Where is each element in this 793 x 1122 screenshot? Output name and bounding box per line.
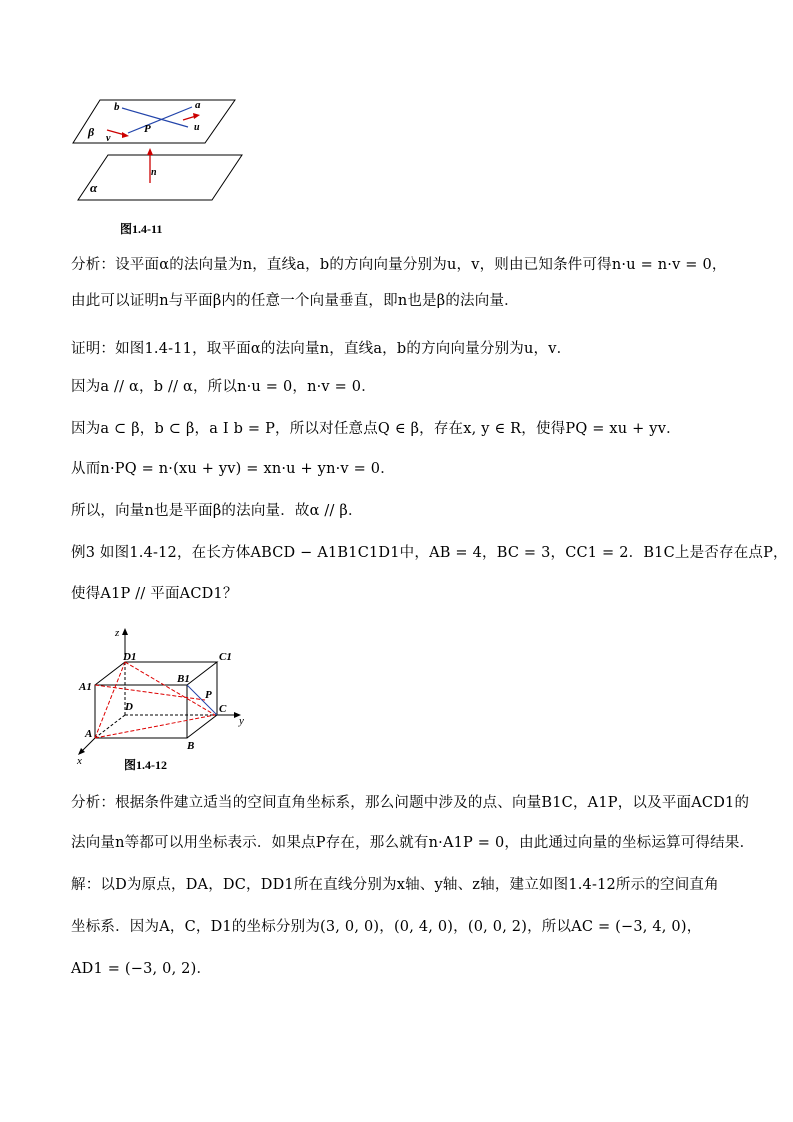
label-y: y	[239, 715, 244, 727]
label-a: a	[195, 99, 201, 111]
segment-ac	[95, 715, 215, 738]
paragraph-11: 法向量n等都可以用坐标表示．如果点P存在，那么就有n·A1P = 0，由此通过向量的坐标运算可得结果．	[71, 835, 755, 851]
segment-a1p	[95, 685, 205, 700]
label-p: P	[144, 123, 151, 135]
paragraph-9: 使得A1P // 平面ACD1？	[71, 586, 238, 602]
paragraph-14: AD1 = (−3, 0, 2)．	[71, 961, 212, 977]
label-v: v	[106, 133, 111, 144]
paragraph-5: 因为a ⊂ β，b ⊂ β，a I b = P，所以对任意点Q ∈ β，存在x, y ∈ R，使得PQ = xu + yv．	[71, 421, 681, 437]
label-alpha: α	[90, 180, 98, 195]
figure-1-4-12-caption: 图1.4-12	[124, 758, 167, 772]
line-b	[122, 108, 188, 127]
label-beta: β	[88, 125, 95, 139]
figure-1-4-11	[70, 95, 245, 210]
figure-1-4-11-caption: 图1.4-11	[120, 222, 163, 236]
label-u: u	[194, 122, 200, 133]
paragraph-4: 因为a // α，b // α，所以n·u = 0，n·v = 0．	[71, 379, 376, 395]
segment-b1c	[187, 685, 217, 715]
paragraph-3: 证明：如图1.4-11，取平面α的法向量n，直线a，b的方向向量分别为u，v．	[71, 341, 572, 357]
paragraph-12: 解：以D为原点，DA，DC，DD1所在直线分别为x轴、y轴、z轴，建立如图1.4-12所示的空间直角	[71, 877, 719, 893]
plane-beta	[73, 100, 235, 143]
label-a1: A1	[79, 681, 92, 693]
label-c: C	[219, 703, 227, 715]
vector-n-arrowhead	[147, 148, 153, 155]
paragraph-8: 例3 如图1.4-12，在长方体ABCD − A1B1C1D1中，AB = 4，BC = 3，CC1 = 2．B1C上是否存在点P，	[71, 545, 788, 561]
paragraph-7: 所以，向量n也是平面β的法向量．故α // β．	[71, 503, 363, 519]
figure-1-4-12	[75, 620, 255, 770]
box-front-face	[95, 685, 187, 738]
line-a	[128, 107, 192, 133]
paragraph-13: 坐标系．因为A，C，D1的坐标分别为(3, 0, 0)，(0, 4, 0)，(0, 0, 2)，所以AC = (−3, 4, 0)，	[71, 919, 702, 935]
segment-d1c	[125, 662, 215, 715]
box-top-face	[95, 662, 217, 685]
label-b1: B1	[177, 673, 190, 685]
paragraph-10: 分析：根据条件建立适当的空间直角坐标系，那么问题中涉及的点、向量B1C，A1P，以及平面ACD1的	[71, 795, 750, 811]
label-b: b	[114, 101, 120, 113]
label-d1: D1	[123, 651, 137, 663]
label-a: A	[85, 728, 93, 740]
paragraph-6: 从而n·PQ = n·(xu + yv) = xn·u + yn·v = 0．	[71, 461, 395, 477]
plane-alpha	[78, 155, 242, 200]
label-b: B	[187, 740, 195, 752]
vector-v-arrowhead	[122, 132, 129, 138]
label-x: x	[77, 755, 82, 767]
vector-u-arrowhead	[193, 113, 200, 119]
z-axis-arrowhead	[122, 628, 128, 635]
label-n: n	[151, 167, 157, 178]
label-p: P	[205, 689, 212, 701]
paragraph-1: 分析：设平面α的法向量为n，直线a，b的方向向量分别为u，v，则由已知条件可得n·u = n·v = 0，	[71, 257, 727, 273]
label-c1: C1	[219, 651, 232, 663]
paragraph-2: 由此可以证明n与平面β内的任意一个向量垂直，即n也是β的法向量．	[71, 293, 519, 309]
x-axis	[81, 738, 95, 752]
label-z: z	[115, 627, 120, 639]
label-d: D	[125, 701, 133, 713]
